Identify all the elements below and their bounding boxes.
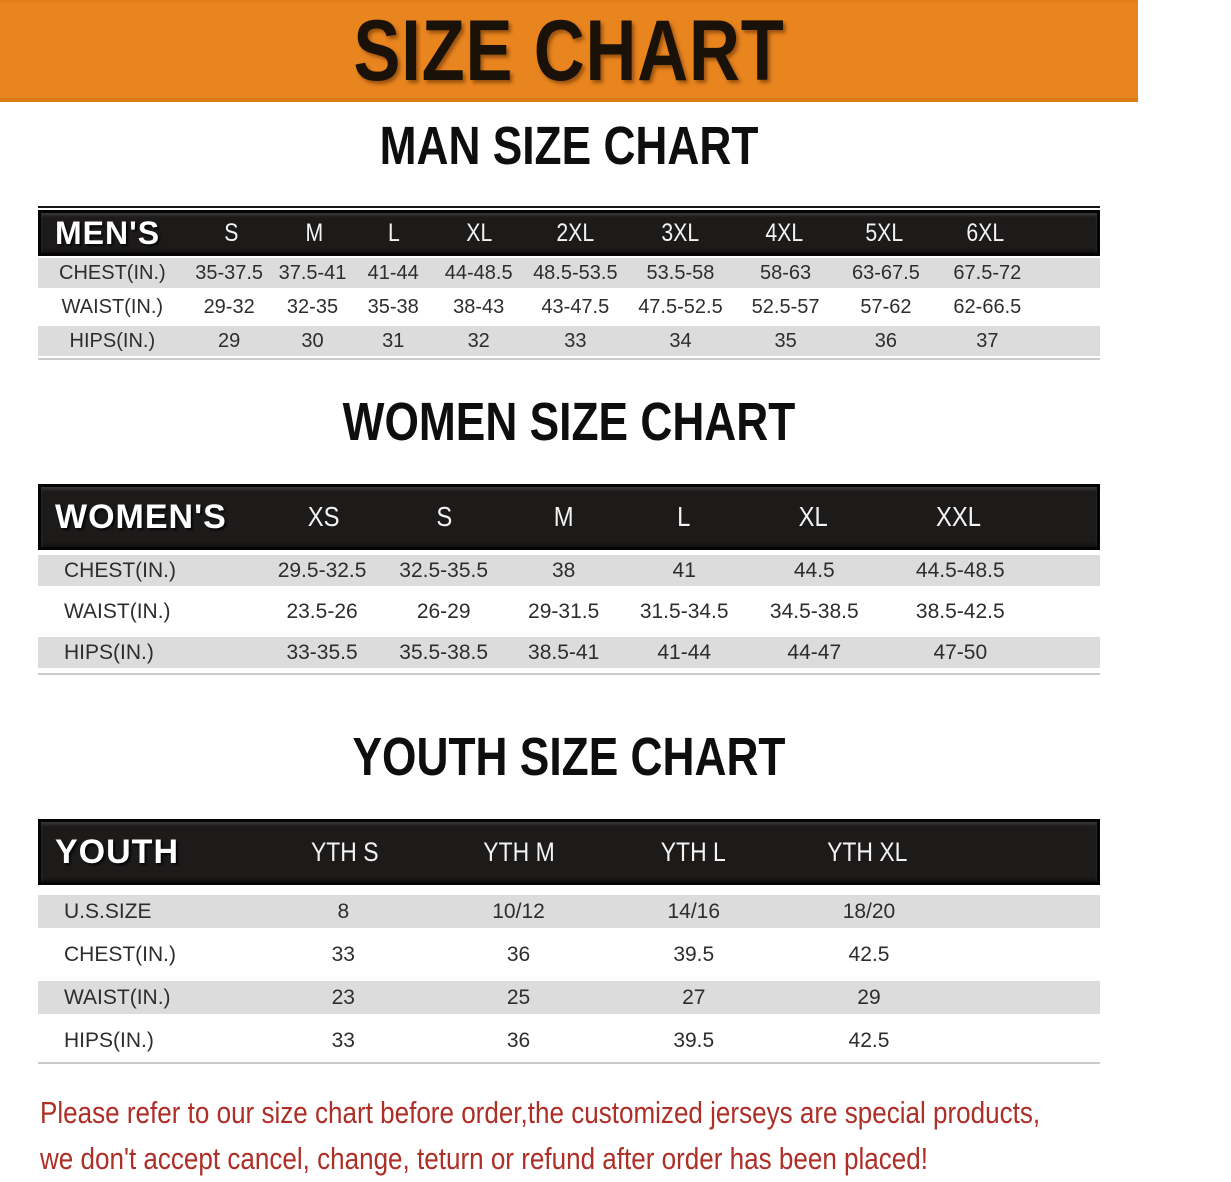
size-value: 34: [669, 329, 692, 352]
table-row: [38, 591, 1100, 632]
disclaimer-note: [40, 1090, 1138, 1182]
column-header: XS: [307, 501, 340, 532]
column-header: 5XL: [865, 218, 904, 247]
size-value: 29-32: [203, 295, 255, 318]
women-size-chart-heading-text: WOMEN SIZE CHART: [342, 392, 796, 452]
column-header: M: [553, 501, 574, 532]
size-value: 47.5-52.5: [638, 295, 723, 318]
table-row: [38, 324, 1100, 358]
size-value: 53.5-58: [646, 261, 715, 284]
column-header: YTH L: [660, 836, 726, 867]
column-header: M: [305, 218, 323, 247]
size-value: 23.5-26: [286, 599, 358, 623]
row-label: HIPS(IN.): [69, 329, 156, 352]
men-size-table: [38, 206, 1100, 360]
column-header: 6XL: [966, 218, 1004, 247]
row-label: U.S.SIZE: [64, 899, 152, 923]
row-label: WAIST(IN.): [64, 985, 171, 1009]
size-value: 32-35: [286, 295, 339, 318]
size-value: 33-35.5: [286, 640, 358, 664]
size-value: 10/12: [492, 899, 545, 923]
table-row: [38, 933, 1100, 976]
size-value: 67.5-72: [953, 261, 1022, 284]
column-header: 3XL: [660, 218, 699, 247]
row-label: CHEST(IN.): [64, 942, 176, 966]
size-value: 42.5: [848, 942, 890, 966]
size-value: 33: [564, 329, 587, 352]
table-row: [38, 256, 1100, 290]
size-value: 29.5-32.5: [277, 558, 367, 582]
size-value: 30: [301, 329, 324, 352]
size-value: 41: [672, 558, 696, 582]
size-value: 37: [976, 329, 999, 352]
women-table-header-label: WOMEN'S: [55, 497, 227, 536]
row-label: WAIST(IN.): [61, 295, 164, 318]
row-label: CHEST(IN.): [59, 261, 166, 284]
size-value: 29: [857, 985, 881, 1009]
size-value: 36: [506, 942, 531, 966]
size-value: 39.5: [673, 942, 715, 966]
column-header: S: [223, 218, 239, 247]
column-header: YTH M: [483, 836, 555, 867]
size-value: 31: [382, 329, 405, 352]
size-value: 25: [506, 985, 531, 1009]
men-table-header-row: [38, 210, 1100, 256]
size-value: 39.5: [673, 1028, 715, 1052]
youth-size-chart-heading-text: YOUTH SIZE CHART: [352, 727, 786, 787]
youth-size-chart-heading: [0, 727, 1138, 797]
size-value: 14/16: [667, 899, 721, 923]
column-header: L: [388, 218, 401, 247]
size-value: 31.5-34.5: [639, 599, 729, 623]
size-value: 38.5-41: [528, 640, 600, 664]
size-value: 32.5-35.5: [399, 558, 489, 582]
table-row: [38, 1019, 1100, 1062]
size-value: 42.5: [848, 1028, 890, 1052]
size-value: 38.5-42.5: [915, 599, 1005, 623]
size-value: 8: [337, 899, 350, 923]
women-table-header-row: [38, 484, 1100, 550]
size-value: 47-50: [933, 640, 988, 664]
size-value: 29: [218, 329, 241, 352]
size-value: 23: [331, 985, 355, 1009]
size-value: 58-63: [760, 261, 812, 284]
size-value: 44-48.5: [444, 261, 513, 284]
youth-table-header-label: YOUTH: [55, 832, 179, 871]
size-value: 32: [467, 329, 490, 352]
man-size-chart-heading-text: MAN SIZE CHART: [379, 116, 759, 176]
size-value: 52.5-57: [751, 295, 820, 318]
size-value: 29-31.5: [528, 599, 600, 623]
size-value: 43-47.5: [541, 295, 610, 318]
column-header: 4XL: [765, 218, 804, 247]
size-value: 18/20: [842, 899, 896, 923]
size-value: 41-44: [657, 640, 712, 664]
youth-size-table: [38, 819, 1100, 1064]
column-header: S: [436, 501, 453, 532]
column-header: XL: [466, 218, 493, 247]
size-value: 35: [774, 329, 797, 352]
size-value: 36: [874, 329, 898, 352]
column-header: XXL: [935, 501, 981, 532]
men-table-header-label: MEN'S: [55, 214, 161, 251]
size-value: 36: [506, 1028, 531, 1052]
size-value: 44.5: [793, 558, 835, 582]
size-value: 38: [551, 558, 576, 582]
women-size-chart-heading: [0, 392, 1138, 462]
column-header: 2XL: [556, 218, 595, 247]
size-value: 34.5-38.5: [769, 599, 859, 623]
table-row: [38, 550, 1100, 591]
size-value: 35-37.5: [195, 261, 264, 284]
man-size-chart-heading: [0, 116, 1138, 186]
table-row: [38, 632, 1100, 673]
size-value: 37.5-41: [278, 261, 347, 284]
row-label: HIPS(IN.): [64, 640, 154, 664]
size-value: 38-43: [453, 295, 505, 318]
size-chart-banner: [0, 0, 1138, 102]
table-row: [38, 976, 1100, 1019]
youth-table-header-row: [38, 819, 1100, 885]
column-header: L: [676, 501, 691, 532]
size-value: 57-62: [860, 295, 912, 318]
size-value: 27: [682, 985, 706, 1009]
row-label: HIPS(IN.): [64, 1028, 154, 1052]
size-value: 63-67.5: [852, 261, 920, 284]
column-header: YTH S: [310, 836, 379, 867]
size-chart-title: SIZE CHART: [353, 2, 785, 99]
size-value: 35-38: [367, 295, 419, 318]
size-value: 44-47: [787, 640, 842, 664]
size-value: 62-66.5: [953, 295, 1022, 318]
size-value: 48.5-53.5: [533, 261, 618, 284]
row-label: CHEST(IN.): [64, 558, 176, 582]
row-label: WAIST(IN.): [64, 599, 171, 623]
women-size-table: [38, 484, 1100, 675]
table-row: [38, 890, 1100, 933]
size-value: 26-29: [416, 599, 471, 623]
table-row: [38, 290, 1100, 324]
column-header: XL: [798, 501, 828, 532]
size-value: 44.5-48.5: [915, 558, 1005, 582]
disclaimer-line-1: Please refer to our size chart before order,the customized jerseys are special products,: [40, 1095, 1041, 1130]
size-value: 33: [331, 1028, 355, 1052]
size-value: 33: [331, 942, 355, 966]
size-value: 35.5-38.5: [399, 640, 489, 664]
column-header: YTH XL: [827, 836, 908, 867]
disclaimer-line-2: we don't accept cancel, change, teturn or refund after order has been placed!: [40, 1141, 929, 1176]
size-value: 41-44: [367, 261, 419, 284]
